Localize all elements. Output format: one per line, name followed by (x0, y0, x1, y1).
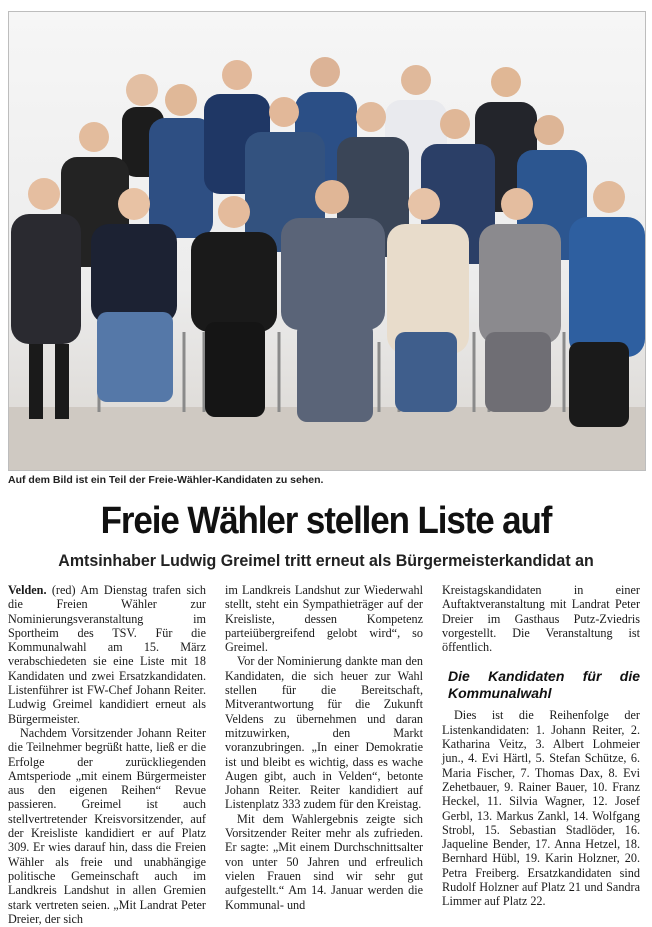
paragraph: Mit dem Wahlergebnis zeigte sich Vorsitzender Reiter mehr als zufrieden. Er sagte: „Mit einem Durchschnittsalter von unter 50 Jahren und erfreulich vielen Frauen sind wir sehr gut aufgestellt.“ Am 14. Januar werden die Kommunal- und (225, 811, 423, 912)
group-photo (8, 11, 646, 471)
candidate-list-paragraph: Dies ist die Reihenfolge der Listenkandidaten: 1. Johann Reiter, 2. Katharina Veitz, 3. Albert Lohmeier jun., 4. Evi Härtl, 5. Stefan Schütze, 6. Maria Fischer, 7. Thomas Dax, 8. Evi Zehetbauer, 9. Rainer Bauer, 10. Franz Heckel, 11. Silvia Wagner, 12. Josef Gerbl, 13. Markus Zankl, 14. Wolfgang Strobl, 15. Sebastian Stadlöder, 16. Jaqueline Bender, 17. Anna Hetzel, 18. Bernhard Hübl, 19. Karin Holzner, 20. Petra Freiberg. Ersatzkandidaten sind Rudolf Holzner auf Platz 21 und Sandra Limmer auf Platz 22. (442, 708, 640, 909)
candidates-subheading: Die Kandidaten für die Kommunalwahl (448, 668, 640, 702)
dateline: Velden. (8, 583, 47, 597)
group-photo-icon (9, 12, 645, 470)
paragraph (8, 583, 206, 726)
paragraph: im Landkreis Landshut zur Wiederwahl stellt, steht ein Sympathieträger auf der Kreisliste, dessen Kompetenz parteiübergreifend gelobt wird“, so Greimel. (225, 583, 423, 655)
paragraph: Kreistagskandidaten in einer Auftaktveranstaltung mit Landrat Peter Dreier im Gasthaus Putz-Zviedris vorgestellt. Die Veranstaltung ist öffentlich. (442, 583, 640, 655)
article-subheadline: Amtsinhaber Ludwig Greimel tritt erneut als Bürgermeisterkandidat an (58, 551, 594, 570)
article-column-1 (8, 583, 206, 926)
paragraph-text: (red) Am Dienstag trafen sich die Freien Wähler zur Nominierungsveranstaltung im Sportheim des TSV. Für die Kommunalwahl am 15. März verabschiedeten sie eine Liste mit 18 Kandidaten und zwei Ersatzkandidaten. Listenführer ist FW-Chef Johann Reiter. Ludwig Greimel kandidiert erneut als Bürgermeister. (8, 583, 206, 726)
article-column-2 (225, 583, 423, 912)
photo-caption: Auf dem Bild ist ein Teil der Freie-Wähler-Kandidaten zu sehen. (8, 474, 324, 486)
paragraph: Vor der Nominierung dankte man den Kandidaten, die sich heuer zur Wahl stellen für die Bereitschaft, Mitverantwortung für die Zukunft Veldens zu übernehmen und daran mitzuwirken, den Markt voranzubringen. „In einer Demokratie ist und bleibt es wichtig, dass es wache Augen gibt, auch in Velden“, betonte Johann Reiter. Reiter kandidiert auf Listenplatz 333 zudem für den Kreistag. (225, 654, 423, 812)
paragraph: Nachdem Vorsitzender Johann Reiter die Teilnehmer begrüßt hatte, ließ er die Erfolge der zurückliegenden Amtsperiode „mit einem Bürgermeister aus den eigenen Reihen“ Revue passieren. Greimel ist auch stellvertretender Kreisvorsitzender, auf der Kreisliste kandidiert er auf Platz 309. Er wies darauf hin, dass die Freien Wähler als freie und unabhängige politische Gemeinschaft auch im Landkreis Landshut in allen Gremien stark vertreten seien. „Mit Landrat Peter Dreier, der sich (8, 725, 206, 926)
article-column-3 (442, 583, 640, 909)
article-headline: Freie Wähler stellen Liste auf (100, 500, 552, 542)
